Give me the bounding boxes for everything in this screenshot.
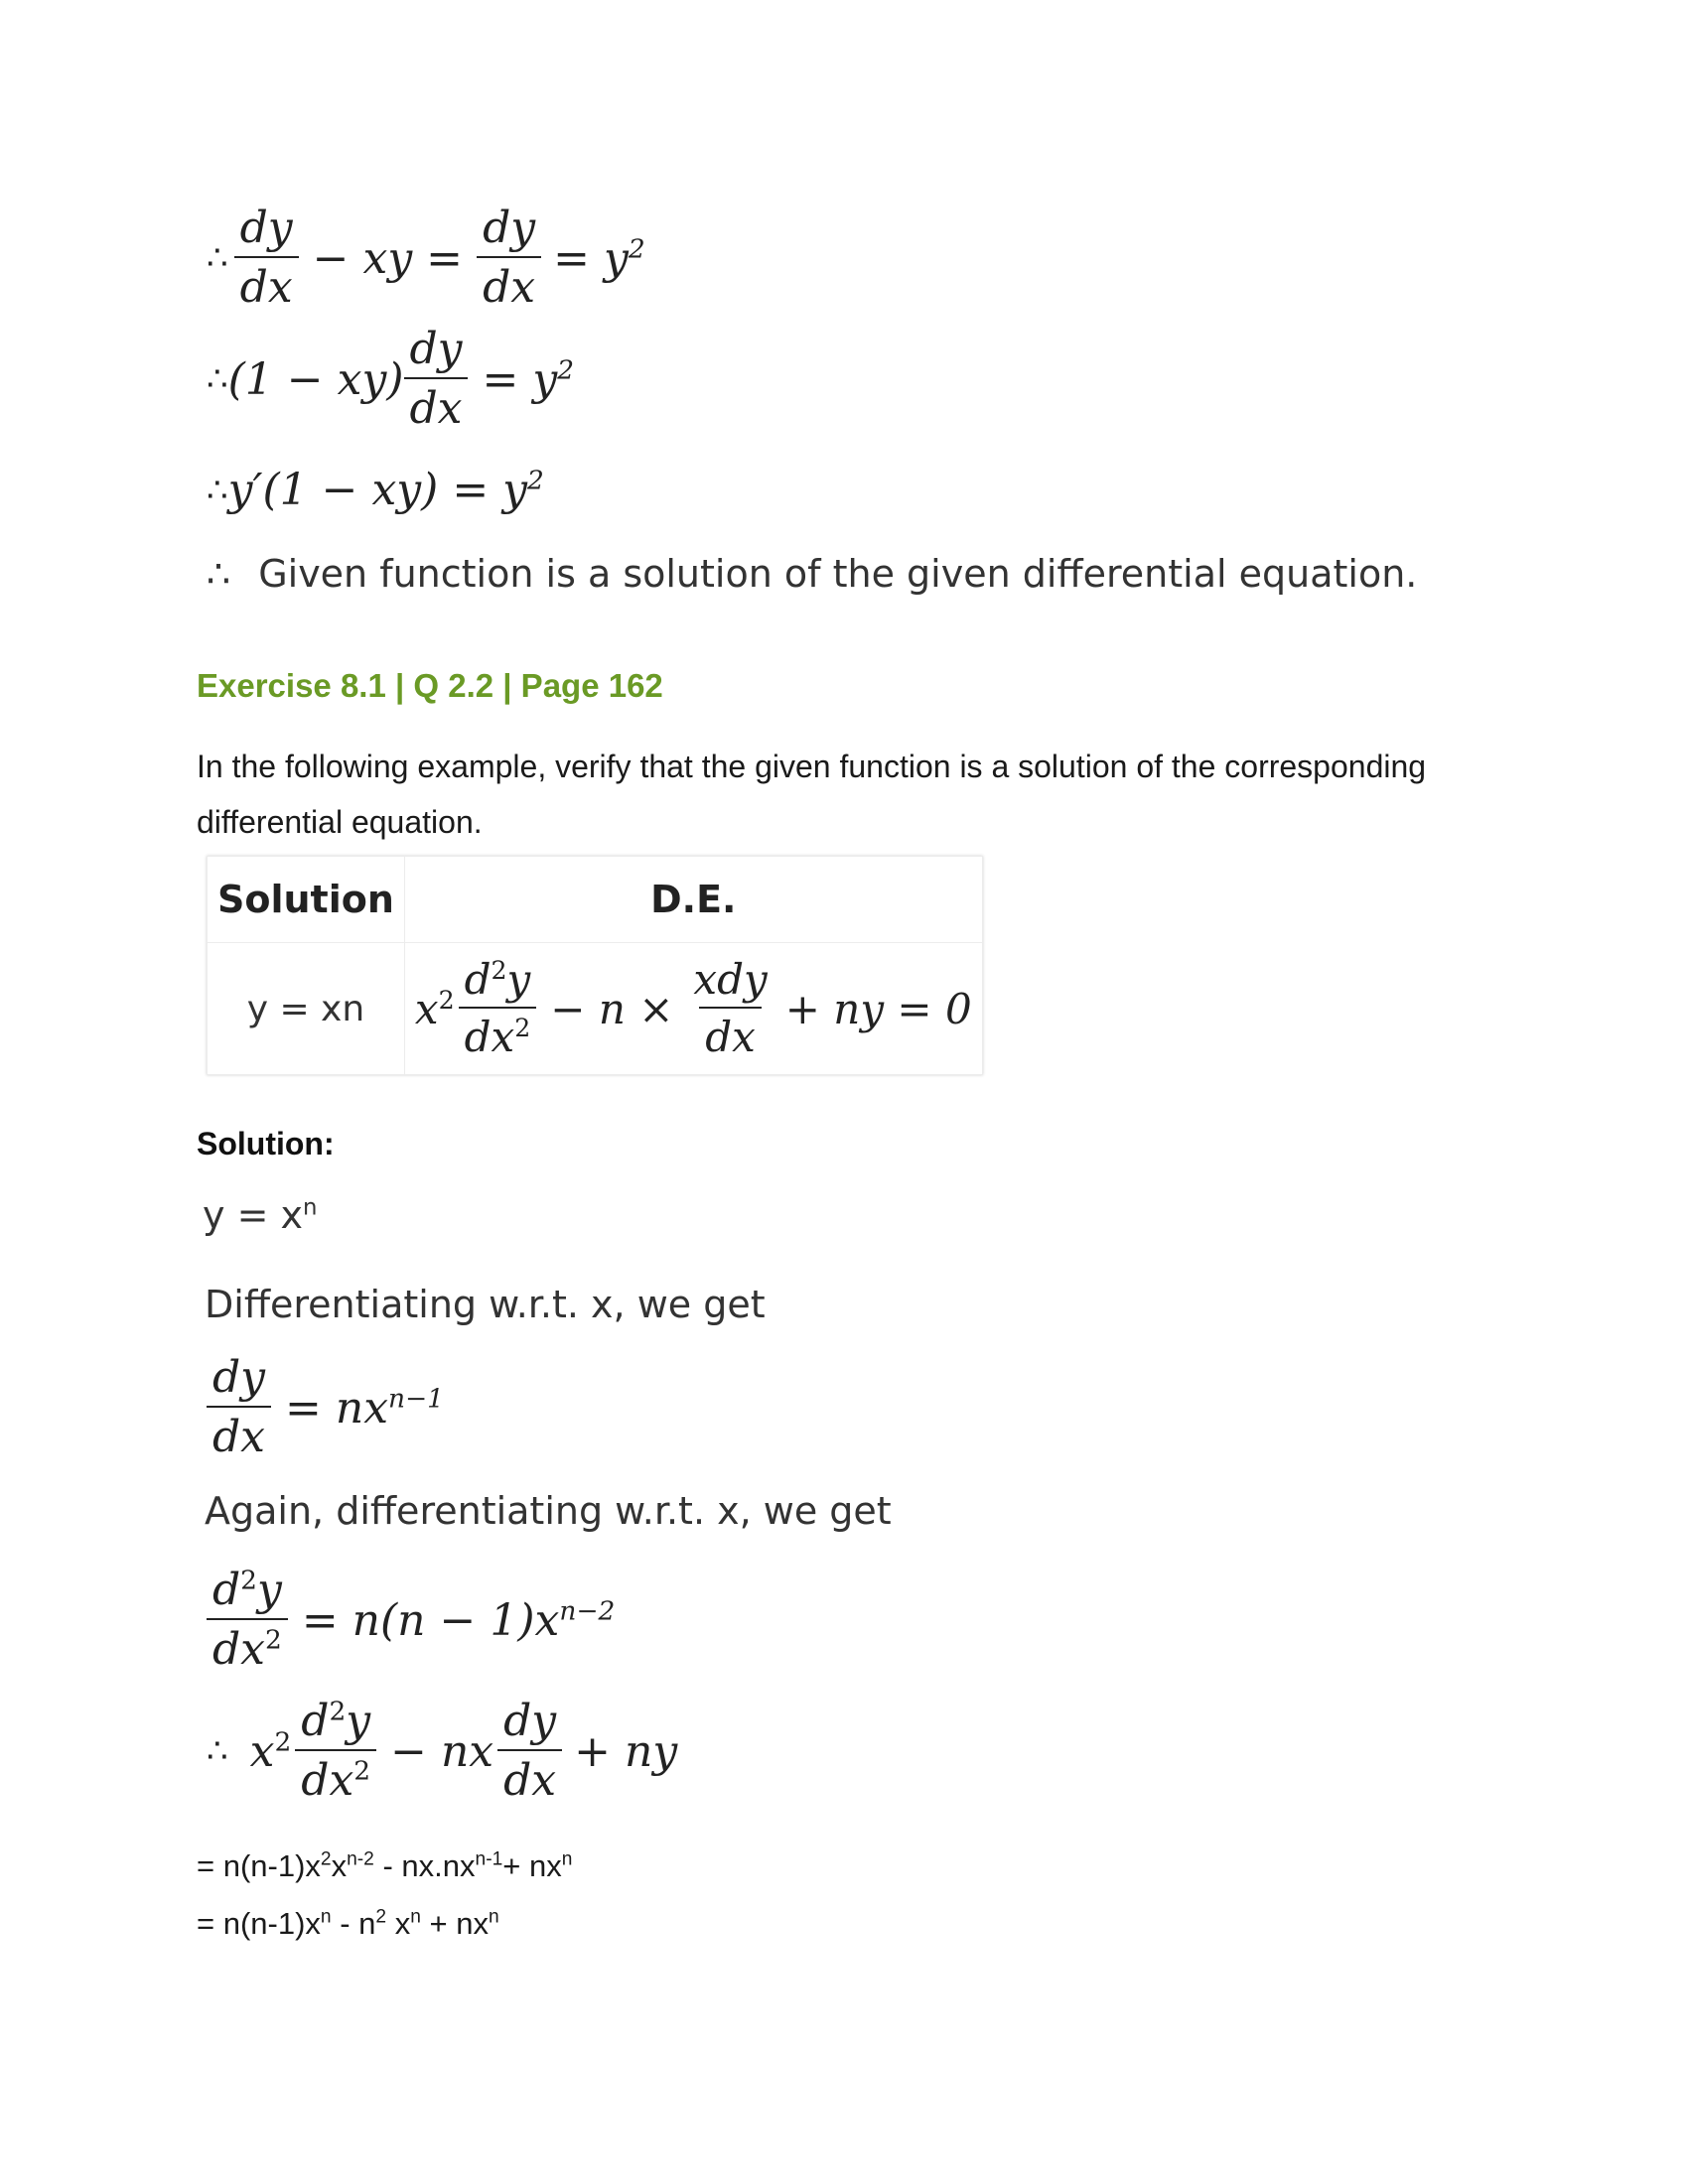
- therefore-symbol: ∴: [207, 238, 228, 278]
- combined-expression: ∴ $x^2$ $\frac{d^2y}{dx^2}$ − nx $\frac{dy}{dx}$ + ny: [207, 1696, 678, 1806]
- combined-middle: − nx: [390, 1725, 494, 1777]
- therefore-symbol: ∴: [207, 552, 231, 596]
- table-header-solution: Solution: [208, 857, 405, 943]
- expansion-line-1: = $n(n-1)x^2x^{n-2} - nx.nx^{n-1}+ nx^n$: [197, 1848, 573, 1883]
- de-middle: − n ×: [550, 984, 674, 1033]
- question-text: In the following example, verify that the given function is a solution of the corresponding differential equation.: [197, 749, 1427, 840]
- solution-label: Solution:: [197, 1126, 335, 1161]
- fraction-d2y-dx2: $\frac{d^2y}{dx^2}$: [295, 1700, 376, 1803]
- step-text-2: Again, differentiating w.r.t. x, we get: [205, 1489, 892, 1533]
- therefore-symbol: ∴: [207, 470, 228, 510]
- therefore-symbol: ∴: [207, 1731, 228, 1771]
- de-tail: + ny = 0: [784, 984, 972, 1033]
- second-derivative-rhs: = $n(n - 1)x^{n-2}$: [301, 1594, 616, 1646]
- exercise-heading: Exercise 8.1 | Q 2.2 | Page 162: [197, 667, 663, 704]
- step-text-1: Differentiating w.r.t. x, we get: [205, 1283, 766, 1326]
- conclusion-text: Given function is a solution of the given differential equation.: [258, 552, 1418, 596]
- conclusion-line: [207, 552, 1417, 596]
- table-cell-solution: y = xn: [208, 943, 405, 1075]
- fraction-dy-dx: $\frac{dy}{dx}$: [497, 1700, 562, 1803]
- first-derivative: [207, 1352, 444, 1462]
- de-equation: $x^2$ $\frac{d^2y}{dx^2}$ − n × $\frac{\text{xdy}}{dx}$ + ny = 0: [414, 955, 972, 1061]
- solution-de-table: [207, 856, 983, 1075]
- fraction-xdy-dx: $\frac{\text{xdy}}{dx}$: [693, 955, 768, 1061]
- table-row: [208, 943, 983, 1075]
- equation-line-3: [207, 465, 544, 515]
- fraction-d2y-dx2: $\frac{d^2y}{dx^2}$: [459, 959, 537, 1058]
- fraction-dy-dx-2: $\frac{dy}{dx}$: [477, 206, 541, 310]
- equation-line-1: [207, 203, 645, 313]
- expansion-line-2: = $n(n-1)x^n - n^2$ $x^n + nx^n$: [197, 1906, 499, 1941]
- first-derivative-rhs: = $nx^{n-1}$: [285, 1382, 444, 1433]
- equation-body: $y'(1 - xy) = y^2$: [227, 465, 544, 515]
- fraction-d2y-dx2: $\frac{d^2y}{dx^2}$: [207, 1569, 288, 1672]
- table-header-row: [208, 857, 983, 943]
- second-derivative: [207, 1565, 616, 1675]
- table-header-de: D.E.: [404, 857, 982, 943]
- fraction-dy-dx: $\frac{dy}{dx}$: [234, 206, 299, 310]
- solution-statement: $y = x^n$: [203, 1193, 318, 1237]
- equation-middle: − xy =: [312, 232, 464, 284]
- equation-rhs: = $y^2$: [482, 353, 575, 405]
- equation-line-2: [207, 324, 575, 434]
- combined-tail: + ny: [574, 1725, 678, 1777]
- fraction-dy-dx: $\frac{dy}{dx}$: [403, 328, 468, 431]
- fraction-dy-dx: $\frac{dy}{dx}$: [207, 1356, 271, 1459]
- equation-rhs: = $y^2$: [553, 232, 645, 284]
- therefore-symbol: ∴: [207, 359, 228, 399]
- table-cell-de: [404, 943, 982, 1075]
- equation-lhs: (1 − xy): [227, 353, 404, 405]
